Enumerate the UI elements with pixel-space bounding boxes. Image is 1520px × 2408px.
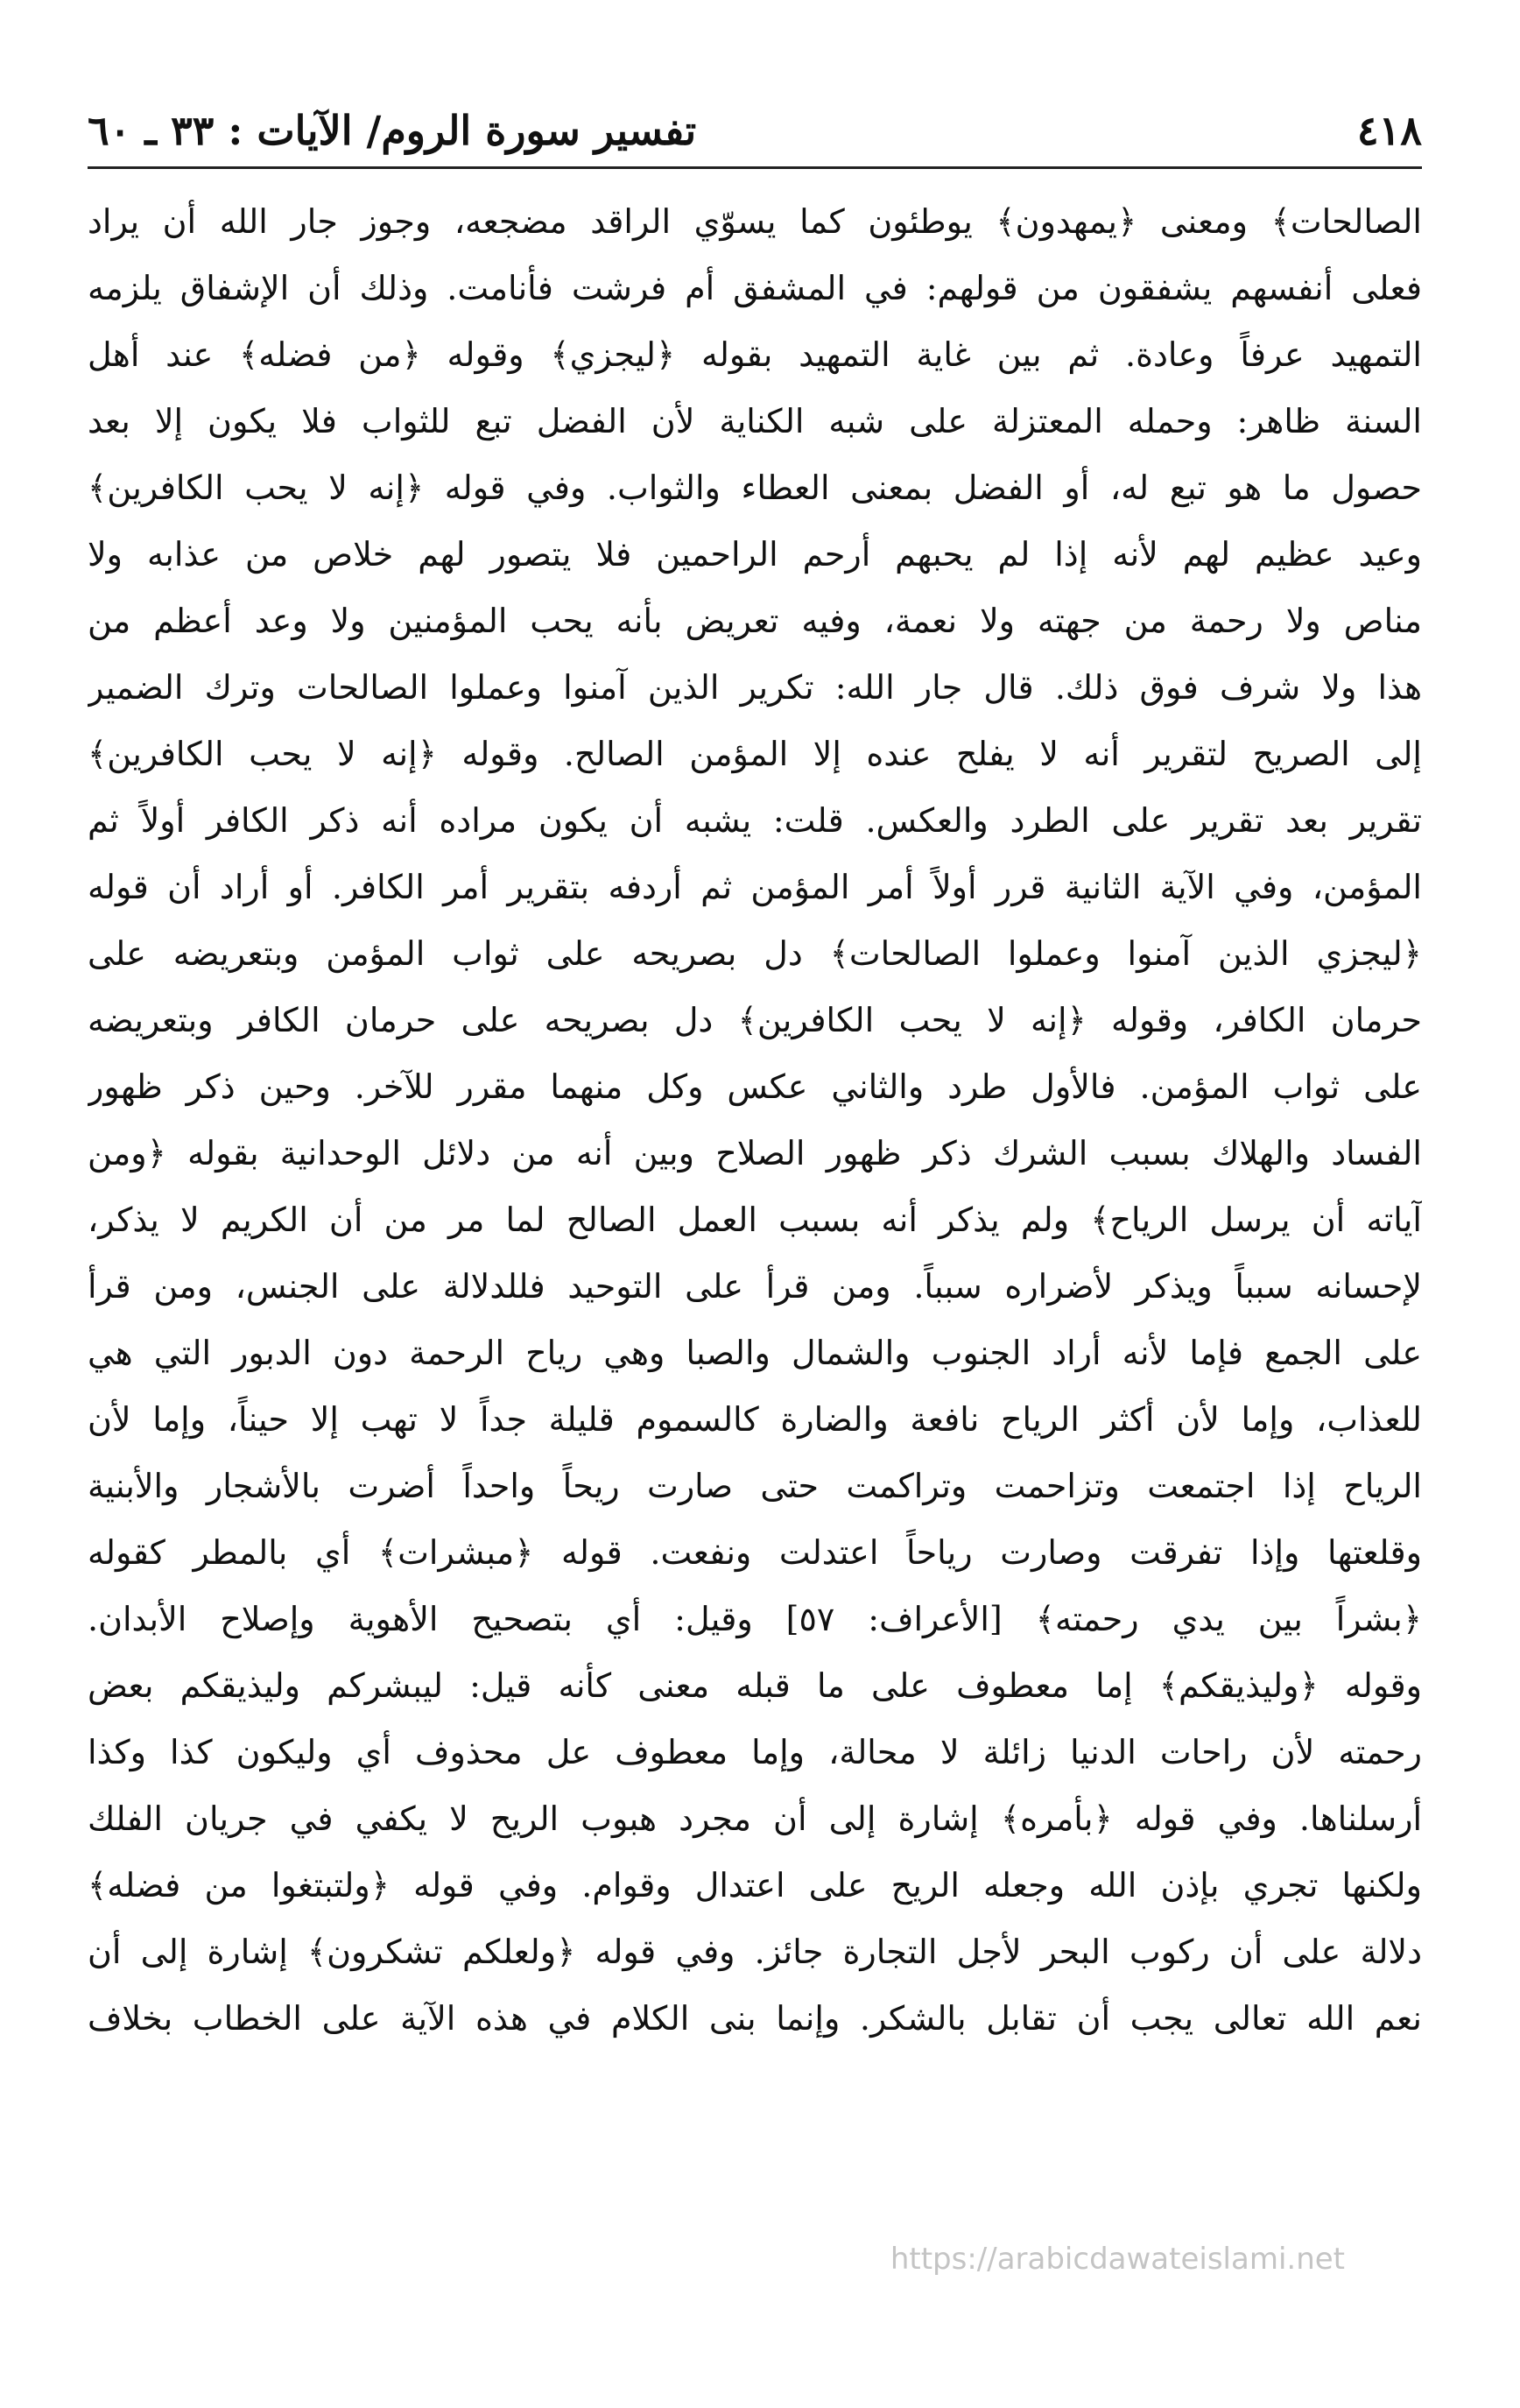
text-line: ولكنها تجري بإذن الله وجعله الريح على اعتدال وقوام. وفي قوله ﴿ولتبتغوا من فضله﴾ bbox=[88, 1866, 1422, 1905]
text-line: أرسلناها. وفي قوله ﴿بأمره﴾ إشارة إلى أن مجرد هبوب الريح لا يكفي في جريان الفلك bbox=[88, 1799, 1422, 1838]
text-line: وقوله ﴿وليذيقكم﴾ إما معطوف على ما قبله معنى كأنه قيل: ليبشركم وليذيقكم بعض bbox=[88, 1666, 1422, 1705]
running-title: تفسير سورة الروم/ الآيات : ٣٣ ـ ٦٠ bbox=[88, 107, 697, 154]
text-line: التمهيد عرفاً وعادة. ثم بين غاية التمهيد بقوله ﴿ليجزي﴾ وقوله ﴿من فضله﴾ عند أهل bbox=[88, 335, 1422, 374]
text-line: السنة ظاهر: وحمله المعتزلة على شبه الكناية لأن الفضل تبع للثواب فلا يكون إلا بعد bbox=[88, 402, 1422, 440]
text-line: إلى الصريح لتقرير أنه لا يفلح عنده إلا المؤمن الصالح. وقوله ﴿إنه لا يحب الكافرين﴾ bbox=[88, 735, 1422, 773]
body-text bbox=[88, 188, 1422, 2052]
text-line: آياته أن يرسل الرياح﴾ ولم يذكر أنه بسبب العمل الصالح لما مر من أن الكريم لا يذكر، bbox=[88, 1200, 1422, 1239]
text-line: الصالحات﴾ ومعنى ﴿يمهدون﴾ يوطئون كما يسوّي الراقد مضجعه، وجوز جار الله أن يراد bbox=[88, 202, 1422, 241]
text-line: لإحسانه سبباً ويذكر لأضراره سبباً. ومن قرأ على التوحيد فللدلالة على الجنس، ومن قرأ bbox=[88, 1267, 1422, 1306]
text-line: رحمته لأن راحات الدنيا زائلة لا محالة، وإما معطوف عل محذوف أي وليكون كذا وكذا bbox=[88, 1733, 1422, 1771]
text-line: على ثواب المؤمن. فالأول طرد والثاني عكس وكل منهما مقرر للآخر. وحين ذكر ظهور bbox=[88, 1067, 1422, 1106]
text-line: مناص ولا رحمة من جهته ولا نعمة، وفيه تعريض بأنه يحب المؤمنين ولا وعد أعظم من bbox=[88, 602, 1422, 640]
page-header bbox=[88, 95, 1422, 169]
text-line: للعذاب، وإما لأن أكثر الرياح نافعة والضارة كالسموم قليلة جداً لا تهب إلا حيناً، وإما لأن bbox=[88, 1400, 1422, 1439]
text-line: الفساد والهلاك بسبب الشرك ذكر ظهور الصلاح وبين أنه من دلائل الوحدانية بقوله ﴿ومن bbox=[88, 1134, 1422, 1172]
text-line: حصول ما هو تبع له، أو الفضل بمعنى العطاء والثواب. وفي قوله ﴿إنه لا يحب الكافرين﴾ bbox=[88, 468, 1422, 507]
text-line: نعم الله تعالى يجب أن تقابل بالشكر. وإنما بنى الكلام في هذه الآية على الخطاب بخلاف bbox=[88, 1999, 1422, 2038]
page-number: ٤١٨ bbox=[1356, 107, 1422, 154]
text-line: وعيد عظيم لهم لأنه إذا لم يحبهم أرحم الراحمين فلا يتصور لهم خلاص من عذابه ولا bbox=[88, 535, 1422, 574]
text-line: تقرير بعد تقرير على الطرد والعكس. قلت: يشبه أن يكون مراده أنه ذكر الكافر أولاً ثم bbox=[88, 801, 1422, 840]
text-line: هذا ولا شرف فوق ذلك. قال جار الله: تكرير الذين آمنوا وعملوا الصالحات وترك الضمير bbox=[88, 668, 1422, 707]
text-line: الرياح إذا اجتمعت وتزاحمت وتراكمت حتى صارت ريحاً واحداً أضرت بالأشجار والأبنية bbox=[88, 1467, 1422, 1505]
text-line: ﴿ليجزي الذين آمنوا وعملوا الصالحات﴾ دل بصريحه على ثواب المؤمن وبتعريضه على bbox=[88, 934, 1422, 973]
text-line: حرمان الكافر، وقوله ﴿إنه لا يحب الكافرين﴾ دل بصريحه على حرمان الكافر وبتعريضه bbox=[88, 1001, 1422, 1039]
text-line: دلالة على أن ركوب البحر لأجل التجارة جائز. وفي قوله ﴿ولعلكم تشكرون﴾ إشارة إلى أن bbox=[88, 1933, 1422, 1971]
text-line: ﴿بشراً بين يدي رحمته﴾ [الأعراف: ٥٧] وقيل: أي بتصحيح الأهوية وإصلاح الأبدان. bbox=[88, 1600, 1422, 1638]
text-line: المؤمن، وفي الآية الثانية قرر أولاً أمر المؤمن ثم أردفه بتقرير أمر الكافر. أو أراد أن قوله bbox=[88, 868, 1422, 906]
text-line: وقلعتها وإذا تفرقت وصارت رياحاً اعتدلت ونفعت. قوله ﴿مبشرات﴾ أي بالمطر كقوله bbox=[88, 1533, 1422, 1572]
text-line: فعلى أنفسهم يشفقون من قولهم: في المشفق أم فرشت فأنامت. وذلك أن الإشفاق يلزمه bbox=[88, 269, 1422, 307]
watermark-url: https://arabicdawateislami.net bbox=[890, 2242, 1345, 2277]
text-line: على الجمع فإما لأنه أراد الجنوب والشمال والصبا وهي رياح الرحمة دون الدبور التي هي bbox=[88, 1334, 1422, 1372]
